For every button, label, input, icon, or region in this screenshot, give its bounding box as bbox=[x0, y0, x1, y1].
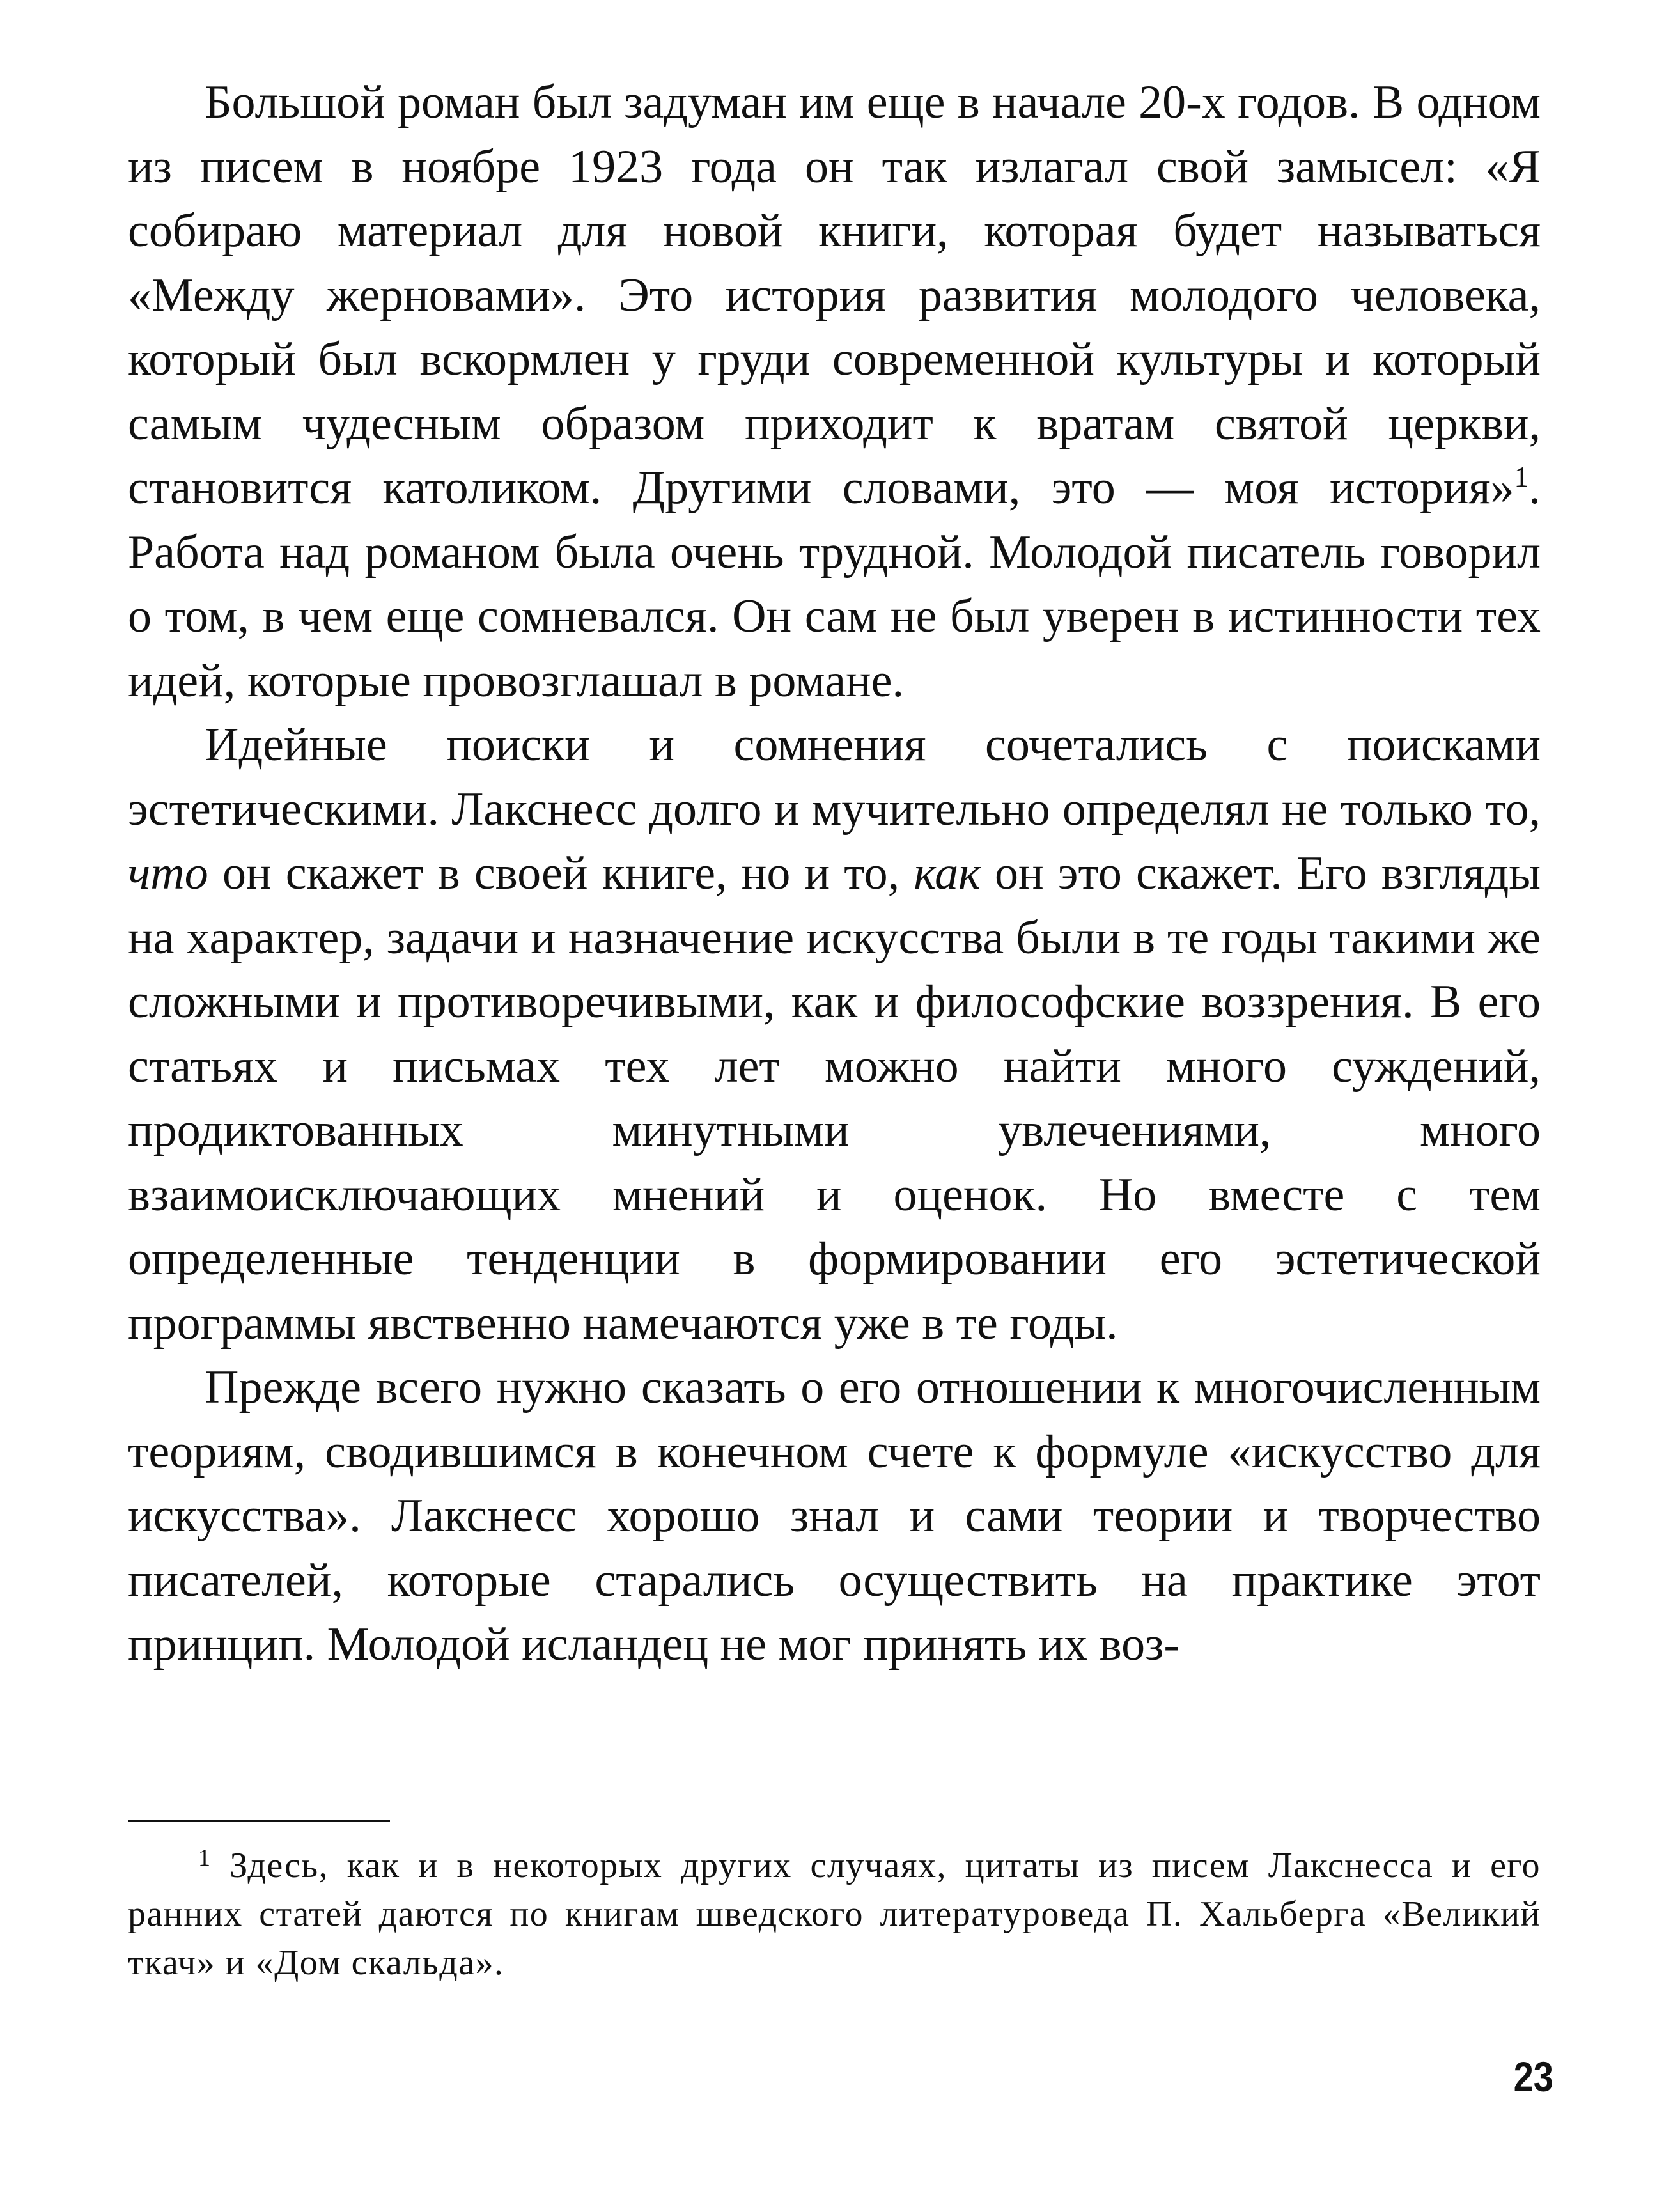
paragraph-1 bbox=[128, 70, 1541, 713]
footnote-reference: 1 bbox=[1514, 460, 1529, 493]
paragraph-2-middle: он скажет в своей книге, но и то, bbox=[222, 847, 900, 900]
paragraph-2-tail: он это скажет. Его взгляды на характер, задачи и назначение искусства были в те годы такими же сложными и противоречивыми, как и философские воззрения. В его статьях и письмах тех лет можно найти много суждений, продиктованных минутными увлечениями, много взаимоисключающих мнений и оценок. Но вместе с тем определенные тенденции в формировании его эстетической программы явственно намечаются уже в те годы. bbox=[128, 847, 1541, 1350]
paragraph-3 bbox=[128, 1355, 1541, 1677]
paragraph-2 bbox=[128, 713, 1541, 1355]
footnote-separator bbox=[128, 1820, 390, 1822]
paragraph-2-text: Идейные поиски и сомнения сочетались с поисками эстетическими. Лакснесс долго и мучительно определял не только то, bbox=[128, 719, 1541, 836]
emphasis-what: что bbox=[128, 847, 208, 900]
page-body bbox=[128, 70, 1541, 2148]
emphasis-how: как bbox=[914, 847, 981, 900]
page-number: 23 bbox=[1513, 2053, 1553, 2100]
footnote bbox=[128, 1841, 1541, 1987]
paragraph-3-text: Прежде всего нужно сказать о его отношении к многочисленным теориям, сводившимся в конечном счете к формуле «искусство для искусства». Лакснесс хорошо знал и сами теории и творчество писателей, которые старались осуществить на практике этот принцип. Молодой исландец не мог принять их воз- bbox=[128, 1361, 1541, 1671]
paragraph-1-text: Большой роман был задуман им еще в начале 20-х годов. В одном из писем в ноябре 1923 года он так излагал свой замысел: «Я собираю материал для новой книги, которая будет называться «Между жерновами». Это история развития молодого человека, который был вскормлен у груди современной культуры и который самым чудесным образом приходит к вратам святой церкви, становится католиком. Другими словами, это — моя история» bbox=[128, 76, 1541, 514]
footnote-text: Здесь, как и в некоторых других случаях, цитаты из писем Лакснесса и его ранних статей даются по книгам шведского литературоведа П. Хальберга «Великий ткач» и «Дом скальда». bbox=[128, 1846, 1541, 1983]
footnote-marker: 1 bbox=[198, 1844, 212, 1871]
paragraph-1-continuation: . Работа над романом была очень трудной. Молодой писатель говорил о том, в чем еще сомневался. Он сам не был уверен в истинности тех идей, которые провозглашал в романе. bbox=[128, 462, 1541, 707]
